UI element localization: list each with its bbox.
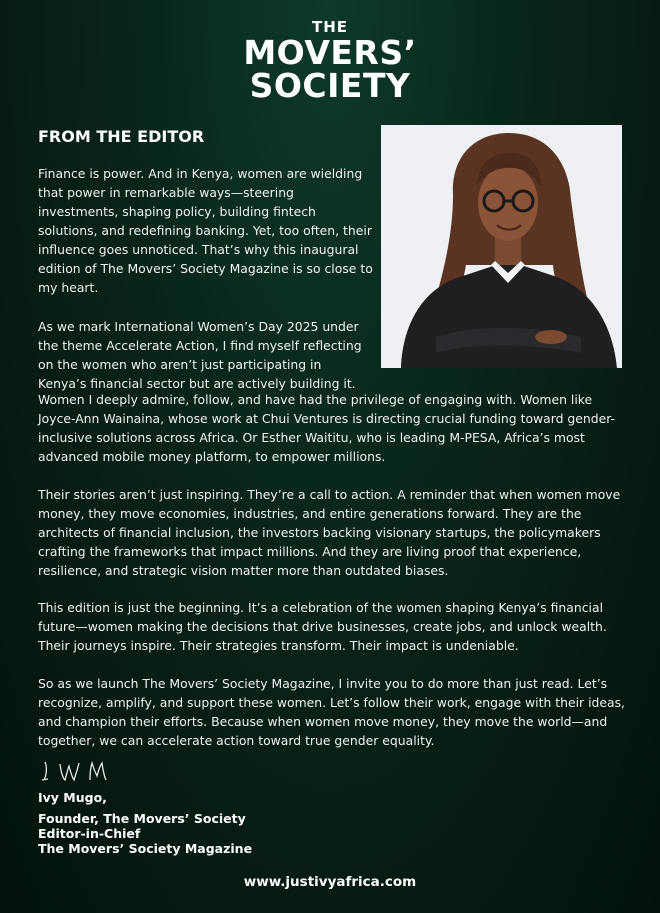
paragraph-womens-day: As we mark International Women’s Day 2025 under the theme Accelerate Action, I find myself reflecting on the women who aren’t just participating in Kenya’s financial sector but are actively building it. [38, 319, 362, 391]
paragraph-edition: This edition is just the beginning. It’s a celebration of the women shaping Kenya’s financial future—women making the decisions that drive businesses, create jobs, and unlock wealth. Their journeys inspire. Their strategies transform. Their impact is undeniable. [38, 600, 607, 653]
editor-role: Editor-in-Chief [38, 826, 141, 841]
website-url: www.justivyafrica.com [243, 874, 417, 890]
page-title: FROM THE EDITOR [38, 127, 205, 146]
logo-movers: MOVERS’ [243, 33, 417, 72]
editor-roles [38, 811, 252, 856]
editor-name: Ivy Mugo, [38, 790, 107, 805]
paragraph-women-admire: Women I deeply admire, follow, and have had the privilege of engaging with. Women like Joyce-Ann Wainaina, whose work at Chui Ventures is directing crucial funding toward gender-inclusive solutions across Africa. Or Esther Waititu, who is leading M-PESA, Africa’s most advanced mobile money platform, to empower millions. [38, 392, 616, 464]
paragraph-call-to-action: Their stories aren’t just inspiring. They’re a call to action. A reminder that when women move money, they move economies, industries, and entire generations forward. They are the architects of financial inclusion, the investors backing visionary startups, the policymakers crafting the frameworks that impact millions. And they are living proof that experience, resilience, and strategic vision matter more than outdated biases. [38, 487, 621, 578]
editor-portrait-photo [381, 125, 622, 368]
paragraph-intro: Finance is power. And in Kenya, women are wielding that power in remarkable ways—steering investments, shaping policy, building fintech solutions, and redefining banking. Yet, too often, their influence goes unnoticed. That’s why this inaugural edition of The Movers’ Society Magazine is so close to my heart. [38, 166, 373, 295]
handwritten-signature [40, 758, 110, 789]
masthead-logo [0, 18, 660, 105]
logo-the: THE [311, 18, 349, 36]
paragraph-closing: So as we launch The Movers’ Society Magazine, I invite you to do more than just read. Let’s recognize, amplify, and support these women. Let’s follow their work, engage with their ideas, and champion their efforts. Because when women move money, they move the world—and together, we can accelerate action toward true gender equality. [38, 676, 625, 748]
editor-role: Founder, The Movers’ Society [38, 811, 246, 826]
logo-society: SOCIETY [249, 66, 411, 105]
editor-role: The Movers’ Society Magazine [38, 841, 253, 856]
